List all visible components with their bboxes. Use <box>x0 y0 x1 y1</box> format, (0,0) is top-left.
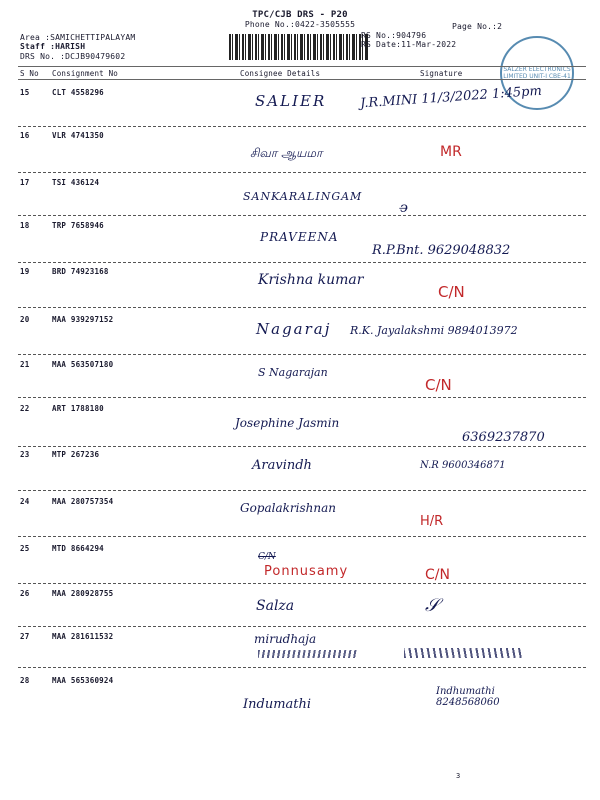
col-consignment: Consignment No <box>52 69 119 78</box>
row-divider <box>18 536 586 537</box>
consignee-name: சிவா ஆயமா <box>250 146 323 160</box>
row-divider <box>18 626 586 627</box>
consignee-name: mirudhaja <box>254 632 317 646</box>
row-sno: 26 <box>20 589 30 598</box>
row-consignment: MTD 8664294 <box>52 544 104 553</box>
document-title: TPC/CJB DRS - P20 <box>252 10 348 20</box>
signature-note: C/N <box>425 376 452 394</box>
row-divider <box>18 667 586 668</box>
row-divider <box>18 215 586 216</box>
header-rule-bottom <box>18 79 586 80</box>
signature-note: R.K. Jayalakshmi 9894013972 <box>350 324 518 337</box>
consignee-name: Josephine Jasmin <box>235 416 340 430</box>
row-sno: 16 <box>20 131 30 140</box>
row-sno: 17 <box>20 178 30 187</box>
header-rule-top <box>18 66 586 67</box>
row-sno: 25 <box>20 544 30 553</box>
row-sno: 24 <box>20 497 30 506</box>
consignee-name: S Nagarajan <box>258 366 328 379</box>
row-consignment: TRP 7658946 <box>52 221 104 230</box>
signature-mark: ↄ̶ <box>400 200 408 216</box>
row-sno: 28 <box>20 676 30 685</box>
barcode-image <box>229 34 369 60</box>
col-consignee: Consignee Details <box>240 69 321 78</box>
scribble-mark <box>258 650 358 658</box>
footer-mark: 3 <box>456 772 461 780</box>
signature-note: C/N <box>425 567 450 583</box>
rs-number: RS No.:904796 <box>361 31 427 40</box>
staff-label: Staff :HARISH <box>20 42 86 51</box>
row-consignment: CLT 4558296 <box>52 88 104 97</box>
row-consignment: BRD 74923168 <box>52 267 109 276</box>
consignee-name: SALIER <box>255 92 327 110</box>
row-divider <box>18 126 586 127</box>
consignee-name: PRAVEENA <box>260 230 339 244</box>
signature-note: H/R <box>420 514 444 529</box>
row-consignment: MAA 939297152 <box>52 315 114 324</box>
row-sno: 15 <box>20 88 30 97</box>
phone-number: Phone No.:0422-3505555 <box>244 20 356 29</box>
row-consignment: MAA 280928755 <box>52 589 114 598</box>
row-sno: 20 <box>20 315 30 324</box>
signature-note: 6369237870 <box>462 430 545 445</box>
signature-note: C/N <box>438 283 465 301</box>
signature-note: Indhumathi 8248568060 <box>436 686 500 708</box>
page-number: Page No.:2 <box>452 22 503 31</box>
row-divider <box>18 397 586 398</box>
area-label: Area :SAMICHETTIPALAYAM <box>20 33 136 42</box>
row-consignment: ART 1788180 <box>52 404 104 413</box>
row-consignment: MAA 281611532 <box>52 632 114 641</box>
col-sno: S No <box>20 69 39 78</box>
row-consignment: VLR 4741350 <box>52 131 104 140</box>
stamp-text: SALZER ELECTRONICS LIMITED UNIT-I CBE-41 <box>503 66 571 80</box>
consignee-name: Nagaraj <box>256 320 332 338</box>
col-signature: Signature <box>420 69 463 78</box>
signature-scribble <box>404 648 524 658</box>
row-divider <box>18 172 586 173</box>
row-divider <box>18 262 586 263</box>
row-sno: 27 <box>20 632 30 641</box>
struck-name: C/N <box>258 552 276 562</box>
row-consignment: MAA 280757354 <box>52 497 114 506</box>
row-consignment: MAA 563507180 <box>52 360 114 369</box>
consignee-name: SANKARALINGAM <box>243 190 363 203</box>
consignee-name: Salza <box>256 598 295 614</box>
row-sno: 18 <box>20 221 30 230</box>
row-consignment: TSI 436124 <box>52 178 100 187</box>
consignee-name: Gopalakrishnan <box>240 501 336 515</box>
consignee-name: Krishna kumar <box>258 272 364 288</box>
row-sno: 21 <box>20 360 30 369</box>
row-divider <box>18 307 586 308</box>
row-sno: 22 <box>20 404 30 413</box>
row-sno: 19 <box>20 267 30 276</box>
rs-date: RS Date:11-Mar-2022 <box>361 40 457 49</box>
consignee-name: Aravindh <box>252 458 312 473</box>
row-divider <box>18 490 586 491</box>
signature-mark: 𝒮 <box>425 595 439 616</box>
row-consignment: MTP 267236 <box>52 450 100 459</box>
signature-note: N.R 9600346871 <box>420 460 506 471</box>
row-divider <box>18 446 586 447</box>
signature-note: MR <box>440 144 462 160</box>
row-consignment: MAA 565360924 <box>52 676 114 685</box>
row-divider <box>18 583 586 584</box>
consignee-name: Ponnusamy <box>264 564 349 579</box>
consignee-name: Indumathi <box>243 697 312 712</box>
row-sno: 23 <box>20 450 30 459</box>
row-divider <box>18 354 586 355</box>
drs-number: DRS No. :DCJB90479602 <box>20 52 126 61</box>
signature-note: R.P.Bnt. 9629048832 <box>372 243 511 258</box>
signature-note: J.R.MINI 11/3/2022 1:45pm <box>359 83 543 112</box>
